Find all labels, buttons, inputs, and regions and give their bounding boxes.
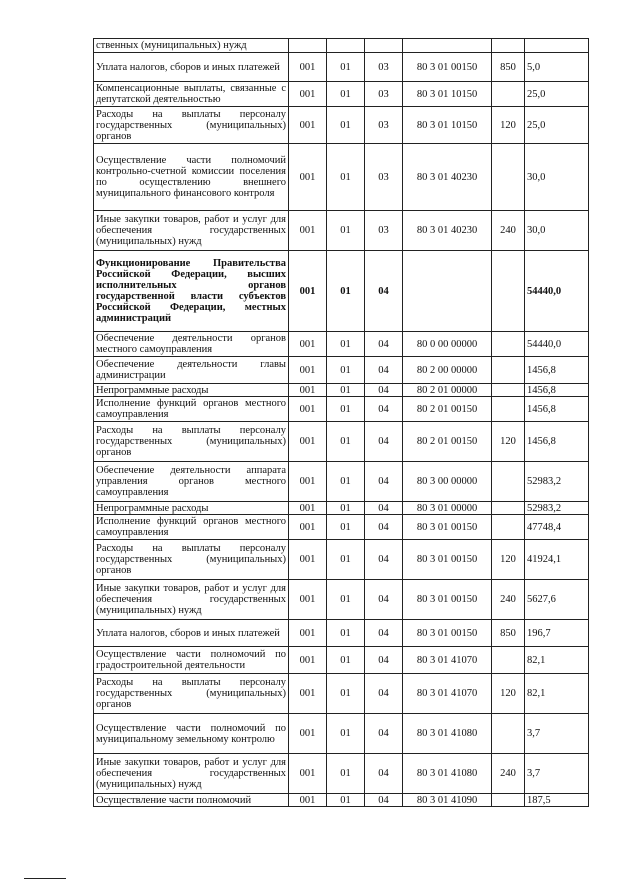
section-code-cell: 01 bbox=[327, 580, 365, 620]
subsection-code-cell: 04 bbox=[365, 332, 403, 357]
expense-type-cell bbox=[492, 462, 525, 502]
table-row bbox=[94, 754, 589, 794]
subsection-code-cell: 04 bbox=[365, 580, 403, 620]
target-article-cell: 80 3 01 00150 bbox=[403, 540, 492, 580]
expense-type-cell: 240 bbox=[492, 211, 525, 251]
expense-type-cell bbox=[492, 82, 525, 107]
section-code-cell: 01 bbox=[327, 422, 365, 462]
admin-code-cell: 001 bbox=[289, 502, 327, 515]
section-code-cell: 01 bbox=[327, 211, 365, 251]
expense-type-cell bbox=[492, 251, 525, 332]
subsection-code-cell: 04 bbox=[365, 674, 403, 714]
amount-cell: 3,7 bbox=[525, 754, 589, 794]
target-article-cell: 80 3 01 40230 bbox=[403, 144, 492, 211]
admin-code-cell: 001 bbox=[289, 714, 327, 754]
admin-code-cell: 001 bbox=[289, 211, 327, 251]
expense-type-cell: 850 bbox=[492, 53, 525, 82]
expense-name-cell: Обеспечение деятельности аппарата управления органов местного самоуправления bbox=[94, 462, 289, 502]
table-row bbox=[94, 211, 589, 251]
target-article-cell: 80 2 01 00000 bbox=[403, 384, 492, 397]
amount-cell: 187,5 bbox=[525, 794, 589, 807]
table-row bbox=[94, 620, 589, 647]
expense-type-cell: 120 bbox=[492, 540, 525, 580]
section-code-cell: 01 bbox=[327, 107, 365, 144]
expense-type-cell bbox=[492, 647, 525, 674]
table-row bbox=[94, 794, 589, 807]
amount-cell: 1456,8 bbox=[525, 422, 589, 462]
section-code-cell: 01 bbox=[327, 144, 365, 211]
section-code-cell: 01 bbox=[327, 251, 365, 332]
expense-type-cell bbox=[492, 502, 525, 515]
target-article-cell: 80 3 01 41070 bbox=[403, 674, 492, 714]
target-article-cell: 80 0 00 00000 bbox=[403, 332, 492, 357]
table-row bbox=[94, 107, 589, 144]
subsection-code-cell: 04 bbox=[365, 251, 403, 332]
subsection-code-cell: 03 bbox=[365, 211, 403, 251]
table-row bbox=[94, 384, 589, 397]
subsection-code-cell: 04 bbox=[365, 357, 403, 384]
amount-cell: 5627,6 bbox=[525, 580, 589, 620]
subsection-code-cell: 03 bbox=[365, 53, 403, 82]
expense-type-cell: 240 bbox=[492, 754, 525, 794]
expense-name-cell: ственных (муниципальных) нужд bbox=[94, 39, 289, 53]
subsection-code-cell: 04 bbox=[365, 754, 403, 794]
target-article-cell: 80 3 01 40230 bbox=[403, 211, 492, 251]
expense-type-cell bbox=[492, 332, 525, 357]
admin-code-cell: 001 bbox=[289, 754, 327, 794]
target-article-cell: 80 3 01 00150 bbox=[403, 515, 492, 540]
expense-type-cell bbox=[492, 144, 525, 211]
expense-name-cell: Иные закупки товаров, работ и услуг для обеспечения государственных (муниципальных) нужд bbox=[94, 580, 289, 620]
section-code-cell: 01 bbox=[327, 515, 365, 540]
target-article-cell: 80 2 01 00150 bbox=[403, 397, 492, 422]
subsection-code-cell: 04 bbox=[365, 620, 403, 647]
target-article-cell: 80 3 01 00150 bbox=[403, 620, 492, 647]
subsection-code-cell: 04 bbox=[365, 502, 403, 515]
expense-name-cell: Расходы на выплаты персоналу государственных (муниципальных) органов bbox=[94, 674, 289, 714]
amount-cell: 52983,2 bbox=[525, 502, 589, 515]
admin-code-cell: 001 bbox=[289, 397, 327, 422]
expense-name-cell: Уплата налогов, сборов и иных платежей bbox=[94, 53, 289, 82]
expense-type-cell: 120 bbox=[492, 422, 525, 462]
expense-name-cell: Осуществление части полномочий по градостроительной деятельности bbox=[94, 647, 289, 674]
table-row bbox=[94, 462, 589, 502]
table-row bbox=[94, 515, 589, 540]
amount-cell: 5,0 bbox=[525, 53, 589, 82]
admin-code-cell: 001 bbox=[289, 647, 327, 674]
expense-name-cell: Осуществление части полномочий bbox=[94, 794, 289, 807]
subsection-code-cell: 03 bbox=[365, 107, 403, 144]
section-code-cell bbox=[327, 39, 365, 53]
section-code-cell: 01 bbox=[327, 714, 365, 754]
amount-cell: 1456,8 bbox=[525, 357, 589, 384]
expense-name-cell: Осуществление части полномочий по муниципальному земельному контролю bbox=[94, 714, 289, 754]
expense-name-cell: Расходы на выплаты персоналу государственных (муниципальных) органов bbox=[94, 540, 289, 580]
table-row bbox=[94, 82, 589, 107]
expense-type-cell bbox=[492, 384, 525, 397]
expense-type-cell: 120 bbox=[492, 107, 525, 144]
subsection-code-cell: 04 bbox=[365, 647, 403, 674]
target-article-cell bbox=[403, 39, 492, 53]
subsection-code-cell: 04 bbox=[365, 397, 403, 422]
subsection-code-cell: 04 bbox=[365, 794, 403, 807]
target-article-cell: 80 3 01 41080 bbox=[403, 754, 492, 794]
subsection-code-cell: 04 bbox=[365, 462, 403, 502]
expense-name-cell: Функционирование Правительства Российской Федерации, высших исполнительных органов государственной власти субъектов Российской Федерации, местных администраций bbox=[94, 251, 289, 332]
admin-code-cell: 001 bbox=[289, 82, 327, 107]
expense-name-cell: Осуществление части полномочий контрольно-счетной комиссии поселения по осуществлению внешнего муниципального финансового контроля bbox=[94, 144, 289, 211]
expense-name-cell: Непрограммные расходы bbox=[94, 384, 289, 397]
expense-type-cell bbox=[492, 397, 525, 422]
amount-cell: 196,7 bbox=[525, 620, 589, 647]
expense-name-cell: Исполнение функций органов местного самоуправления bbox=[94, 397, 289, 422]
section-code-cell: 01 bbox=[327, 82, 365, 107]
expense-name-cell: Расходы на выплаты персоналу государственных (муниципальных) органов bbox=[94, 107, 289, 144]
expense-type-cell bbox=[492, 515, 525, 540]
admin-code-cell: 001 bbox=[289, 422, 327, 462]
subsection-code-cell: 03 bbox=[365, 144, 403, 211]
budget-table-body bbox=[94, 39, 589, 807]
admin-code-cell: 001 bbox=[289, 251, 327, 332]
amount-cell: 3,7 bbox=[525, 714, 589, 754]
section-code-cell: 01 bbox=[327, 540, 365, 580]
amount-cell: 30,0 bbox=[525, 211, 589, 251]
admin-code-cell: 001 bbox=[289, 144, 327, 211]
amount-cell: 82,1 bbox=[525, 647, 589, 674]
amount-cell: 30,0 bbox=[525, 144, 589, 211]
amount-cell: 52983,2 bbox=[525, 462, 589, 502]
subsection-code-cell: 04 bbox=[365, 714, 403, 754]
expense-name-cell: Обеспечение деятельности главы администрации bbox=[94, 357, 289, 384]
expense-type-cell bbox=[492, 794, 525, 807]
admin-code-cell: 001 bbox=[289, 620, 327, 647]
section-code-cell: 01 bbox=[327, 462, 365, 502]
table-row bbox=[94, 647, 589, 674]
table-row bbox=[94, 39, 589, 53]
subsection-code-cell: 04 bbox=[365, 384, 403, 397]
section-code-cell: 01 bbox=[327, 647, 365, 674]
table-row bbox=[94, 251, 589, 332]
amount-cell: 47748,4 bbox=[525, 515, 589, 540]
target-article-cell: 80 3 01 00150 bbox=[403, 53, 492, 82]
amount-cell: 41924,1 bbox=[525, 540, 589, 580]
admin-code-cell: 001 bbox=[289, 384, 327, 397]
amount-cell bbox=[525, 39, 589, 53]
expense-type-cell bbox=[492, 357, 525, 384]
admin-code-cell: 001 bbox=[289, 515, 327, 540]
table-row bbox=[94, 357, 589, 384]
target-article-cell: 80 3 01 10150 bbox=[403, 82, 492, 107]
table-row bbox=[94, 332, 589, 357]
expense-type-cell bbox=[492, 714, 525, 754]
section-code-cell: 01 bbox=[327, 620, 365, 647]
amount-cell: 1456,8 bbox=[525, 384, 589, 397]
admin-code-cell: 001 bbox=[289, 794, 327, 807]
subsection-code-cell bbox=[365, 39, 403, 53]
admin-code-cell: 001 bbox=[289, 332, 327, 357]
amount-cell: 54440,0 bbox=[525, 251, 589, 332]
amount-cell: 25,0 bbox=[525, 107, 589, 144]
target-article-cell: 80 3 01 00000 bbox=[403, 502, 492, 515]
expense-type-cell bbox=[492, 39, 525, 53]
target-article-cell bbox=[403, 251, 492, 332]
expense-name-cell: Уплата налогов, сборов и иных платежей bbox=[94, 620, 289, 647]
table-row bbox=[94, 144, 589, 211]
admin-code-cell: 001 bbox=[289, 462, 327, 502]
section-code-cell: 01 bbox=[327, 674, 365, 714]
admin-code-cell: 001 bbox=[289, 674, 327, 714]
expense-type-cell: 850 bbox=[492, 620, 525, 647]
target-article-cell: 80 3 01 00150 bbox=[403, 580, 492, 620]
expense-name-cell: Обеспечение деятельности органов местного самоуправления bbox=[94, 332, 289, 357]
admin-code-cell: 001 bbox=[289, 580, 327, 620]
section-code-cell: 01 bbox=[327, 502, 365, 515]
subsection-code-cell: 03 bbox=[365, 82, 403, 107]
subsection-code-cell: 04 bbox=[365, 422, 403, 462]
amount-cell: 82,1 bbox=[525, 674, 589, 714]
expense-name-cell: Иные закупки товаров, работ и услуг для обеспечения государственных (муниципальных) нужд bbox=[94, 754, 289, 794]
expense-name-cell: Исполнение функций органов местного самоуправления bbox=[94, 515, 289, 540]
amount-cell: 25,0 bbox=[525, 82, 589, 107]
target-article-cell: 80 2 00 00000 bbox=[403, 357, 492, 384]
expense-type-cell: 240 bbox=[492, 580, 525, 620]
budget-table bbox=[93, 38, 589, 807]
admin-code-cell bbox=[289, 39, 327, 53]
section-code-cell: 01 bbox=[327, 384, 365, 397]
expense-name-cell: Непрограммные расходы bbox=[94, 502, 289, 515]
target-article-cell: 80 3 01 41070 bbox=[403, 647, 492, 674]
section-code-cell: 01 bbox=[327, 397, 365, 422]
table-row bbox=[94, 502, 589, 515]
table-row bbox=[94, 422, 589, 462]
table-row bbox=[94, 580, 589, 620]
expense-name-cell: Компенсационные выплаты, связанные с депутатской деятельностью bbox=[94, 82, 289, 107]
section-code-cell: 01 bbox=[327, 53, 365, 82]
table-row bbox=[94, 674, 589, 714]
admin-code-cell: 001 bbox=[289, 53, 327, 82]
target-article-cell: 80 3 01 41080 bbox=[403, 714, 492, 754]
admin-code-cell: 001 bbox=[289, 540, 327, 580]
target-article-cell: 80 3 01 10150 bbox=[403, 107, 492, 144]
amount-cell: 54440,0 bbox=[525, 332, 589, 357]
section-code-cell: 01 bbox=[327, 332, 365, 357]
target-article-cell: 80 3 01 41090 bbox=[403, 794, 492, 807]
target-article-cell: 80 3 00 00000 bbox=[403, 462, 492, 502]
target-article-cell: 80 2 01 00150 bbox=[403, 422, 492, 462]
amount-cell: 1456,8 bbox=[525, 397, 589, 422]
section-code-cell: 01 bbox=[327, 754, 365, 794]
footnote-separator bbox=[24, 878, 66, 879]
section-code-cell: 01 bbox=[327, 357, 365, 384]
table-row bbox=[94, 53, 589, 82]
subsection-code-cell: 04 bbox=[365, 540, 403, 580]
table-row bbox=[94, 540, 589, 580]
expense-name-cell: Иные закупки товаров, работ и услуг для обеспечения государственных (муниципальных) нужд bbox=[94, 211, 289, 251]
admin-code-cell: 001 bbox=[289, 357, 327, 384]
subsection-code-cell: 04 bbox=[365, 515, 403, 540]
section-code-cell: 01 bbox=[327, 794, 365, 807]
admin-code-cell: 001 bbox=[289, 107, 327, 144]
expense-type-cell: 120 bbox=[492, 674, 525, 714]
table-row bbox=[94, 714, 589, 754]
expense-name-cell: Расходы на выплаты персоналу государственных (муниципальных) органов bbox=[94, 422, 289, 462]
table-row bbox=[94, 397, 589, 422]
